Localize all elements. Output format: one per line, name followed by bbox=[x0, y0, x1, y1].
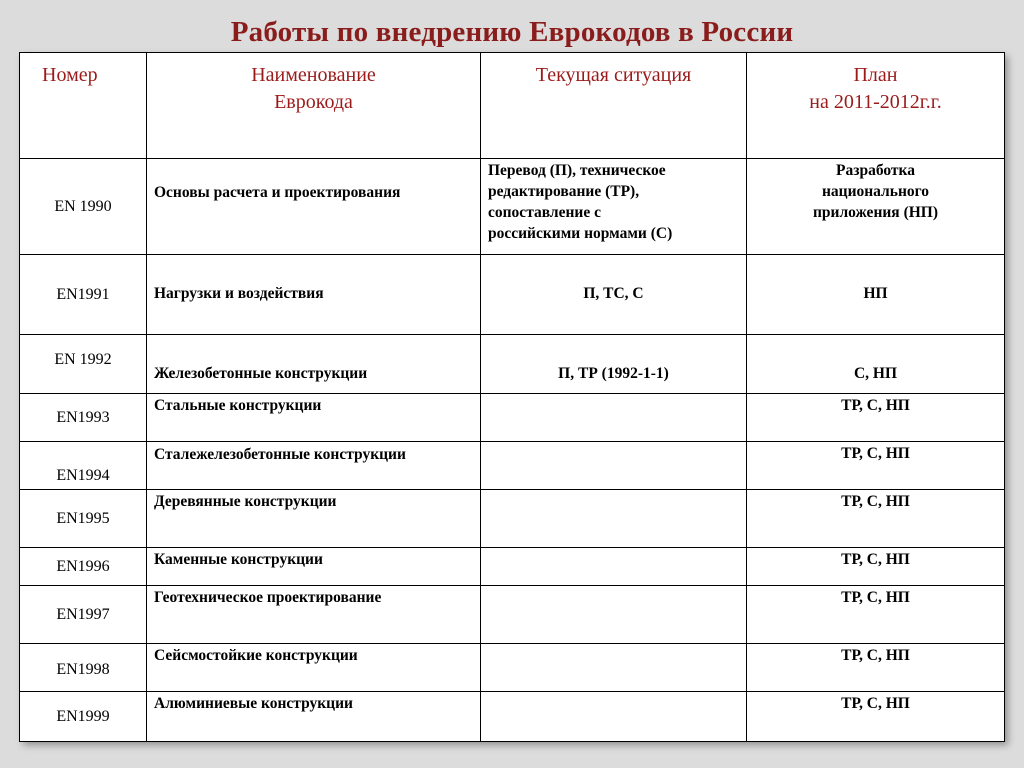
plan: ТР, С, НП bbox=[747, 692, 1005, 742]
current-situation: Перевод (П), техническое редактирование (ТР), сопоставление с российскими нормами (С) bbox=[481, 159, 747, 255]
table-row bbox=[20, 335, 1005, 394]
eurocode-number: EN1994 bbox=[20, 442, 147, 490]
eurocode-name: Сталежелезобетонные конструкции bbox=[147, 442, 481, 490]
plan: ТР, С, НП bbox=[747, 442, 1005, 490]
plan: ТР, С, НП bbox=[747, 394, 1005, 442]
plan: ТР, С, НП bbox=[747, 548, 1005, 586]
current-situation bbox=[481, 442, 747, 490]
current-situation: П, ТР (1992-1-1) bbox=[481, 335, 747, 394]
current-situation bbox=[481, 490, 747, 548]
current-situation bbox=[481, 644, 747, 692]
eurocode-number: EN1998 bbox=[20, 644, 147, 692]
header-number: Номер bbox=[20, 53, 147, 159]
table-row bbox=[20, 255, 1005, 335]
plan: Разработка национального приложения (НП) bbox=[747, 159, 1005, 255]
plan: ТР, С, НП bbox=[747, 490, 1005, 548]
header-plan: План на 2011-2012г.г. bbox=[747, 53, 1005, 159]
table-row bbox=[20, 159, 1005, 255]
eurocode-number: EN1995 bbox=[20, 490, 147, 548]
eurocodes-table bbox=[19, 52, 1005, 742]
current-situation bbox=[481, 692, 747, 742]
eurocode-name: Железобетонные конструкции bbox=[147, 335, 481, 394]
table-row bbox=[20, 394, 1005, 442]
eurocode-name: Деревянные конструкции bbox=[147, 490, 481, 548]
header-name: Наименование Еврокода bbox=[147, 53, 481, 159]
eurocode-name: Каменные конструкции bbox=[147, 548, 481, 586]
eurocode-number: EN1997 bbox=[20, 586, 147, 644]
table-row bbox=[20, 644, 1005, 692]
eurocode-number: EN1996 bbox=[20, 548, 147, 586]
table-row bbox=[20, 442, 1005, 490]
eurocodes-table-container bbox=[19, 52, 1004, 741]
table-row bbox=[20, 548, 1005, 586]
current-situation: П, ТС, С bbox=[481, 255, 747, 335]
eurocode-name: Алюминиевые конструкции bbox=[147, 692, 481, 742]
eurocode-name: Основы расчета и проектирования bbox=[147, 159, 481, 255]
header-current-situation: Текущая ситуация bbox=[481, 53, 747, 159]
table-row bbox=[20, 692, 1005, 742]
eurocode-number: EN 1990 bbox=[20, 159, 147, 255]
current-situation bbox=[481, 586, 747, 644]
plan: С, НП bbox=[747, 335, 1005, 394]
eurocode-name: Стальные конструкции bbox=[147, 394, 481, 442]
table-row bbox=[20, 490, 1005, 548]
plan: ТР, С, НП bbox=[747, 586, 1005, 644]
eurocode-number: EN1993 bbox=[20, 394, 147, 442]
eurocode-name: Сейсмостойкие конструкции bbox=[147, 644, 481, 692]
eurocode-name: Нагрузки и воздействия bbox=[147, 255, 481, 335]
page-title: Работы по внедрению Еврокодов в России bbox=[230, 16, 794, 48]
current-situation bbox=[481, 394, 747, 442]
eurocode-number: EN1991 bbox=[20, 255, 147, 335]
plan: НП bbox=[747, 255, 1005, 335]
plan: ТР, С, НП bbox=[747, 644, 1005, 692]
eurocode-name: Геотехническое проектирование bbox=[147, 586, 481, 644]
header-row bbox=[20, 53, 1005, 159]
table-row bbox=[20, 586, 1005, 644]
current-situation bbox=[481, 548, 747, 586]
eurocode-number: EN1999 bbox=[20, 692, 147, 742]
eurocode-number: EN 1992 bbox=[20, 335, 147, 394]
